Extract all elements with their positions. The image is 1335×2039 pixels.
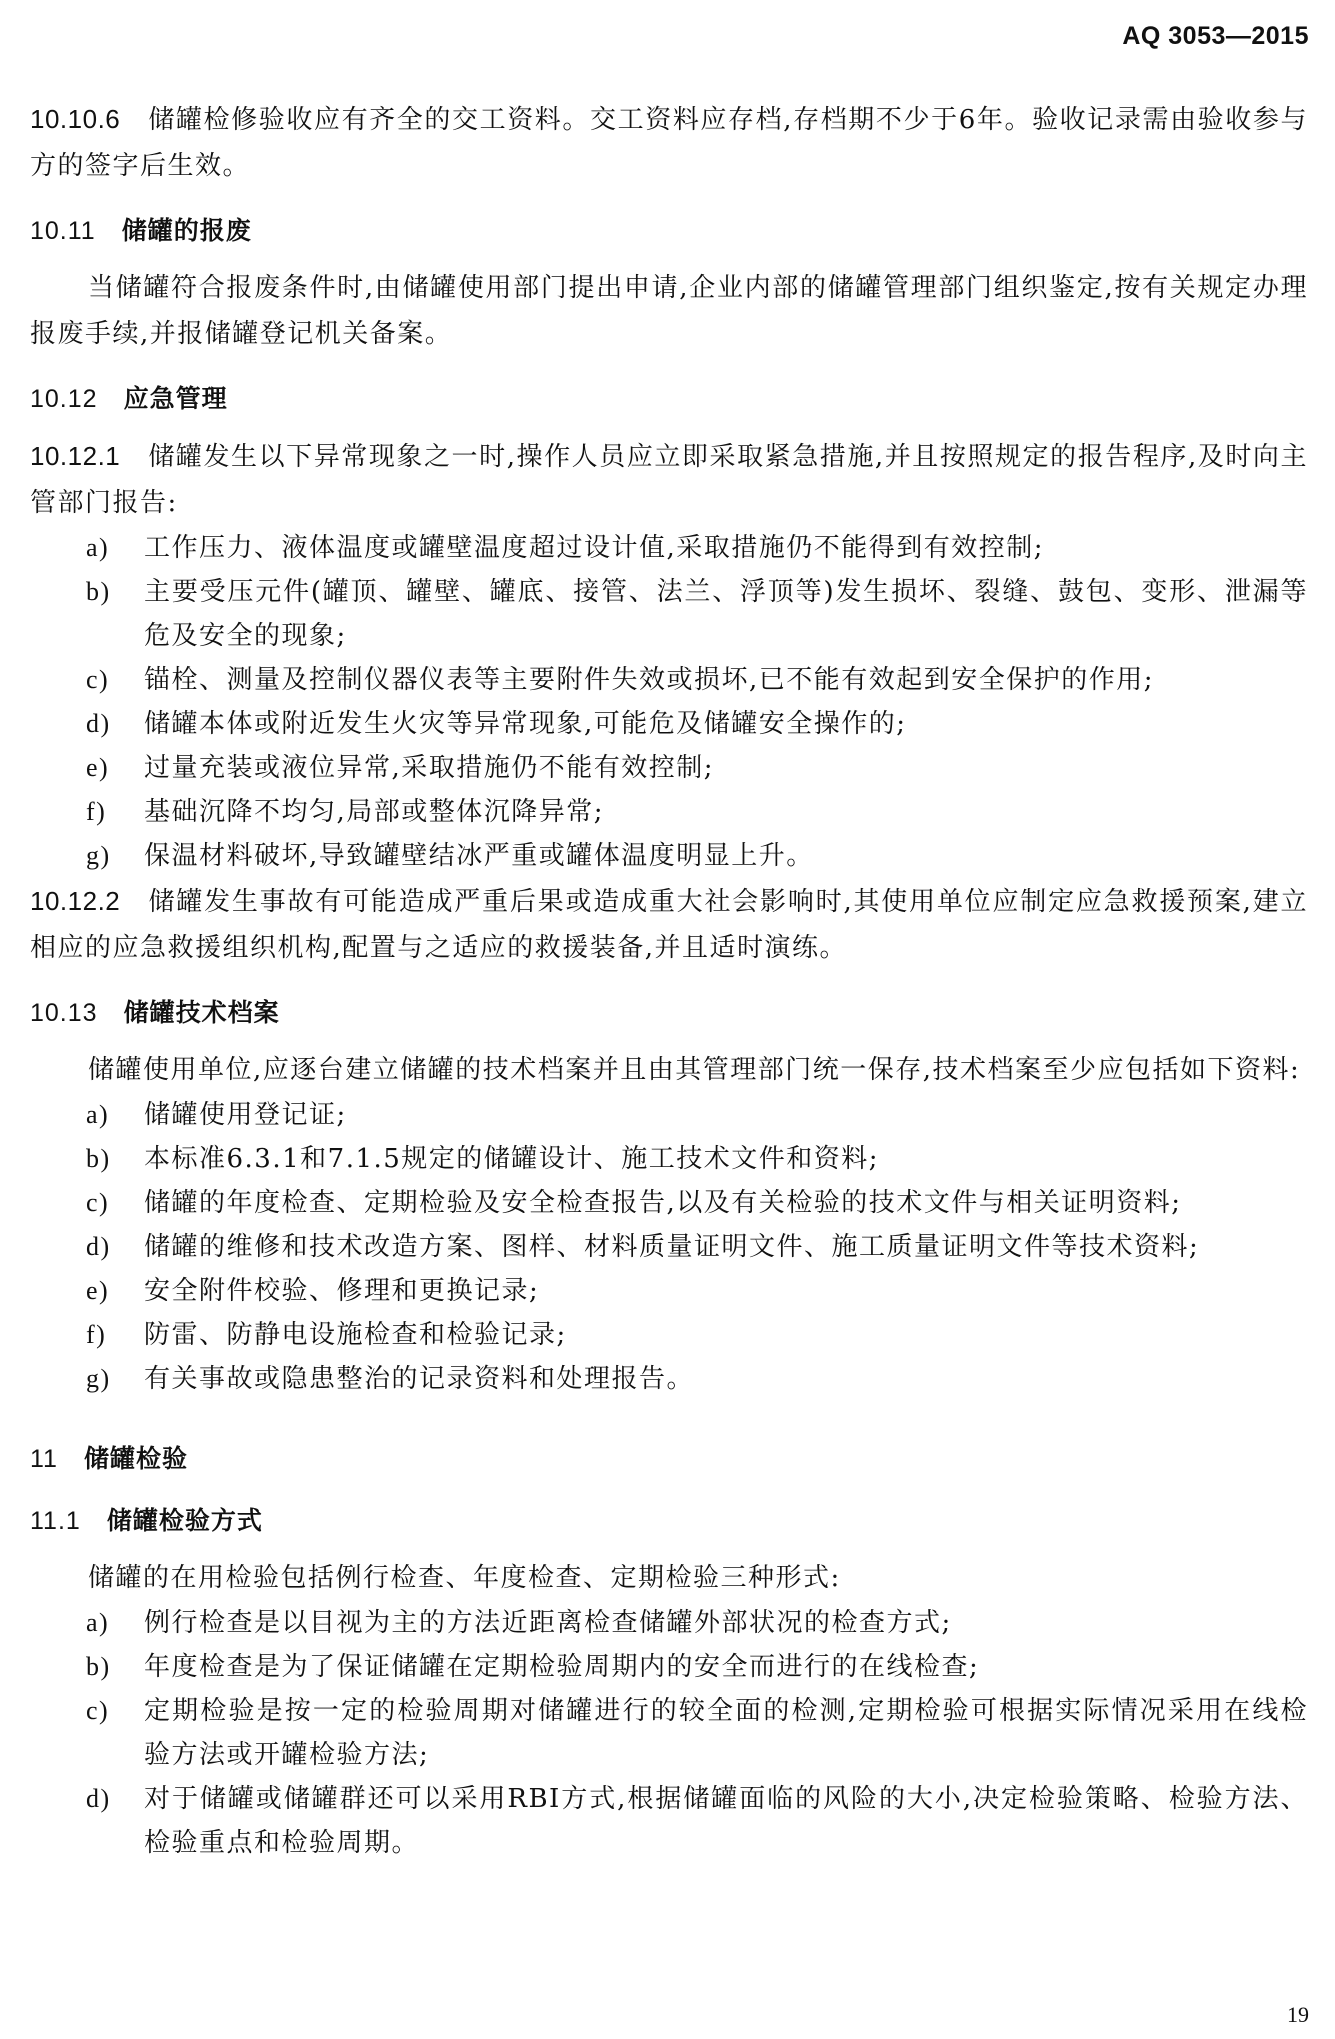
heading-number: 11.1	[30, 1507, 81, 1535]
clause-text: 储罐发生以下异常现象之一时,操作人员应立即采取紧急措施,并且按照规定的报告程序,及时向主管部门报告:	[30, 442, 1308, 518]
list-item: g) 有关事故或隐患整治的记录资料和处理报告。	[86, 1364, 695, 1394]
list-item: c) 定期检验是按一定的检验周期对储罐进行的较全面的检测,定期检验可根据实际情况采用在线检验方法或开罐检验方法;	[86, 1696, 1308, 1770]
clause-10-12-2	[30, 878, 1308, 971]
heading-10-13	[30, 993, 1308, 1033]
list-item: d) 储罐本体或附近发生火灾等异常现象,可能危及储罐安全操作的;	[86, 709, 907, 739]
list-item: d) 储罐的维修和技术改造方案、图样、材料质量证明文件、施工质量证明文件等技术资料;	[86, 1232, 1200, 1262]
heading-title: 储罐的报废	[121, 216, 252, 245]
heading-title: 储罐检验	[83, 1444, 188, 1473]
heading-10-12	[30, 379, 1308, 419]
heading-10-11	[30, 211, 1308, 251]
list-item: b) 年度检查是为了保证储罐在定期检验周期内的安全而进行的在线检查;	[86, 1652, 980, 1682]
heading-title: 储罐检验方式	[106, 1506, 263, 1535]
chapter-heading-11	[30, 1439, 1308, 1479]
paragraph-10-11: 当储罐符合报废条件时,由储罐使用部门提出申请,企业内部的储罐管理部门组织鉴定,按有关规定办理报废手续,并报储罐登记机关备案。	[30, 273, 1308, 349]
list-item: a) 例行检查是以目视为主的方法近距离检查储罐外部状况的检查方式;	[86, 1608, 952, 1638]
paragraph-10-13: 储罐使用单位,应逐台建立储罐的技术档案并且由其管理部门统一保存,技术档案至少应包括如下资料:	[88, 1055, 1301, 1085]
heading-number: 11	[30, 1445, 58, 1473]
list-10-13	[30, 1093, 1308, 1401]
clause-text: 储罐发生事故有可能造成严重后果或造成重大社会影响时,其使用单位应制定应急救援预案,建立相应的应急救援组织机构,配置与之适应的救援装备,并且适时演练。	[30, 887, 1308, 963]
list-item: a) 储罐使用登记证;	[86, 1100, 347, 1130]
page-number: 19	[1287, 2002, 1309, 2027]
document-body	[30, 96, 1308, 1865]
clause-10-12-1	[30, 433, 1308, 526]
list-item: d) 对于储罐或储罐群还可以采用RBI方式,根据储罐面临的风险的大小,决定检验策略、检验方法、检验重点和检验周期。	[86, 1784, 1308, 1858]
heading-number: 10.13	[30, 999, 98, 1027]
heading-title: 应急管理	[123, 384, 228, 413]
list-item: b) 主要受压元件(罐顶、罐壁、罐底、接管、法兰、浮顶等)发生损坏、裂缝、鼓包、变形、泄漏等危及安全的现象;	[86, 577, 1308, 651]
list-item: e) 过量充装或液位异常,采取措施仍不能有效控制;	[86, 753, 715, 783]
heading-11-1	[30, 1501, 1308, 1541]
list-item: c) 储罐的年度检查、定期检验及安全检查报告,以及有关检验的技术文件与相关证明资料;	[86, 1188, 1182, 1218]
paragraph-11-1: 储罐的在用检验包括例行检查、年度检查、定期检验三种形式:	[88, 1563, 841, 1593]
heading-number: 10.11	[30, 217, 96, 245]
list-item: a) 工作压力、液体温度或罐壁温度超过设计值,采取措施仍不能得到有效控制;	[86, 533, 1045, 563]
clause-number: 10.12.1	[30, 441, 121, 471]
heading-number: 10.12	[30, 385, 98, 413]
heading-title: 储罐技术档案	[123, 998, 280, 1027]
list-item: e) 安全附件校验、修理和更换记录;	[86, 1276, 540, 1306]
list-item: b) 本标准6.3.1和7.1.5规定的储罐设计、施工技术文件和资料;	[86, 1144, 880, 1174]
clause-number: 10.10.6	[30, 104, 121, 134]
list-item: c) 锚栓、测量及控制仪器仪表等主要附件失效或损坏,已不能有效起到安全保护的作用;	[86, 665, 1155, 695]
list-10-12-1	[30, 526, 1308, 878]
list-11-1	[30, 1601, 1308, 1865]
list-item: g) 保温材料破坏,导致罐壁结冰严重或罐体温度明显上升。	[86, 841, 814, 871]
clause-text: 储罐检修验收应有齐全的交工资料。交工资料应存档,存档期不少于6年。验收记录需由验收参与方的签字后生效。	[30, 105, 1308, 181]
list-item: f) 防雷、防静电设施检查和检验记录;	[86, 1320, 567, 1350]
clause-number: 10.12.2	[30, 886, 121, 916]
list-item: f) 基础沉降不均匀,局部或整体沉降异常;	[86, 797, 605, 827]
standard-code: AQ 3053—2015	[1122, 22, 1309, 50]
clause-10-10-6	[30, 96, 1308, 189]
